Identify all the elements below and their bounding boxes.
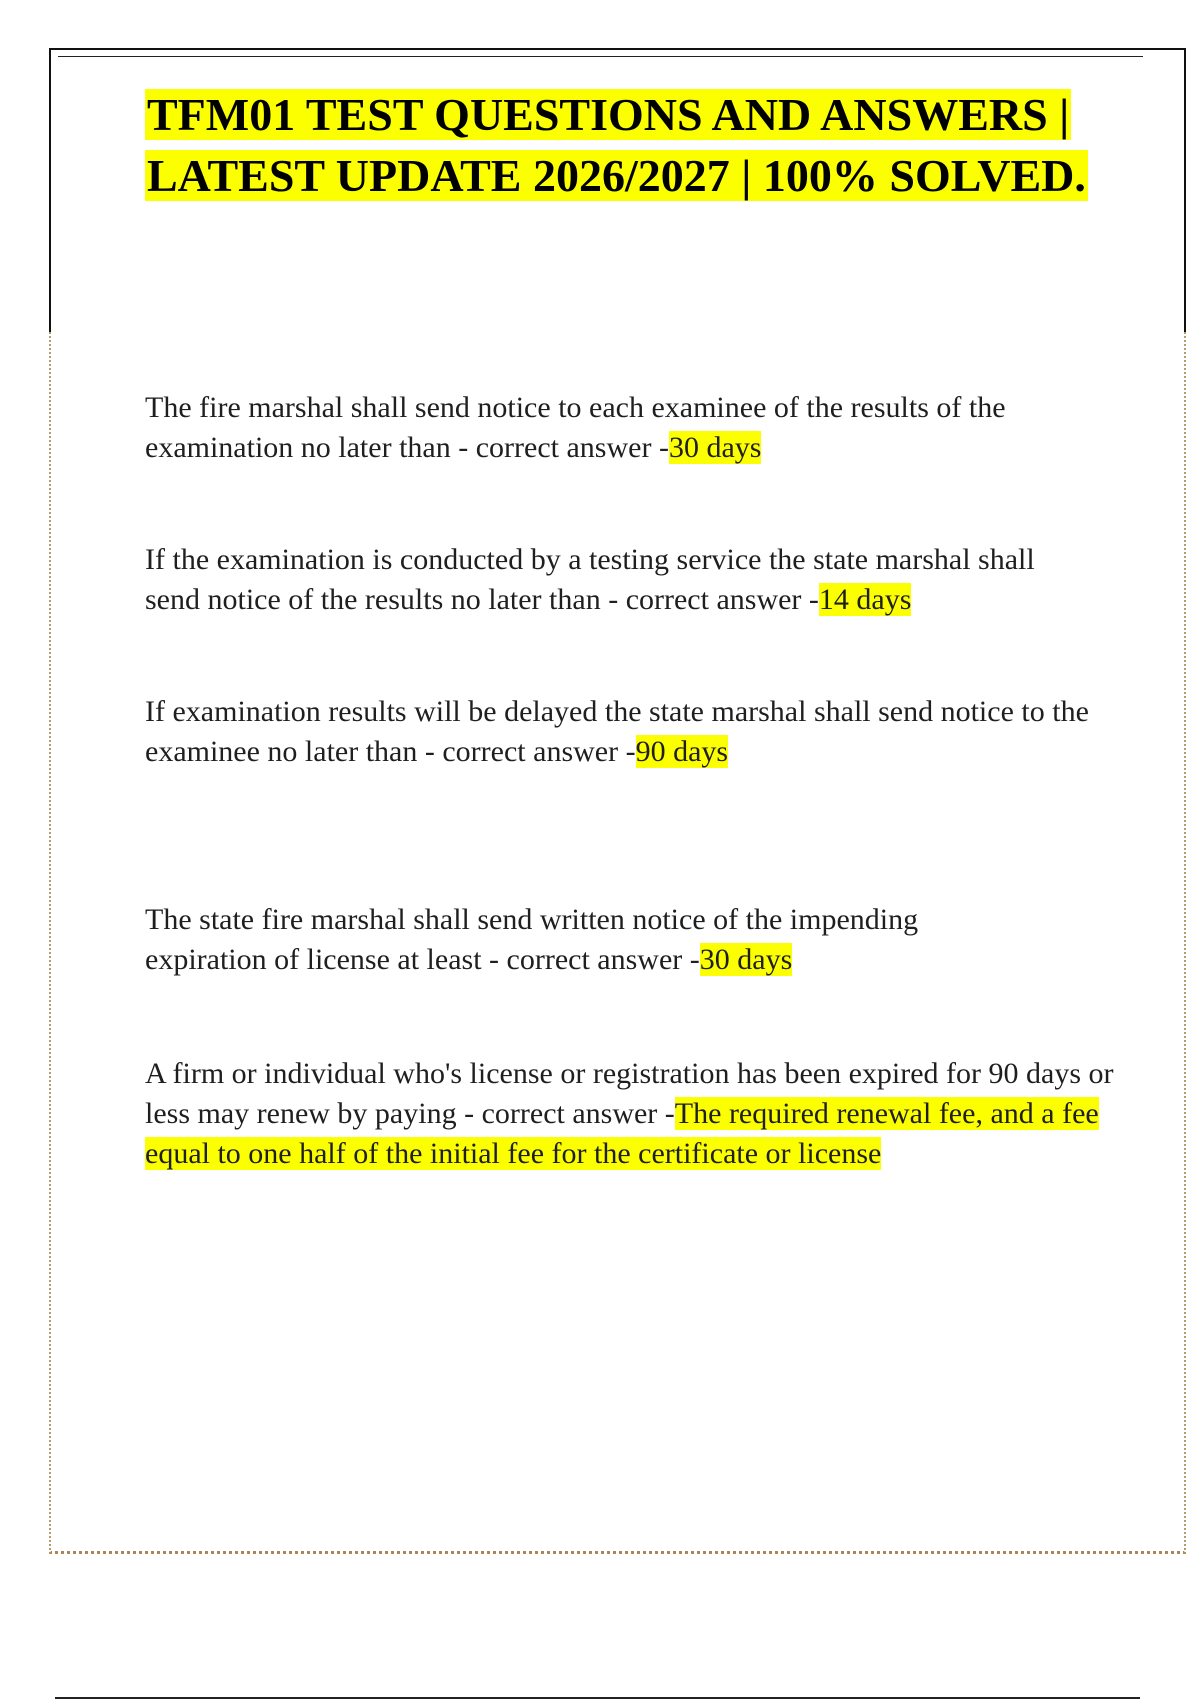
title-line-2: LATEST UPDATE 2026/2027 | 100% SOLVED. [147, 150, 1086, 201]
answer-text: 30 days [699, 943, 793, 976]
question-text: If examination results will be delayed the state marshal shall send notice to the examinee no later than - correct answer - [145, 695, 1089, 768]
qa-item-3 [145, 692, 1120, 772]
header-rule [58, 56, 1143, 57]
qa-item-4 [145, 900, 1015, 980]
answer-text: The required renewal fee, and a fee equal to one half of the initial fee for the certificate or license [145, 1097, 1099, 1170]
qa-item-1 [145, 388, 1105, 468]
question-text: The fire marshal shall send notice to each examinee of the results of the examination no later than - correct answer - [145, 391, 1006, 464]
answer-text: 90 days [635, 735, 729, 768]
qa-item-2 [145, 540, 1045, 620]
footer-rule [55, 1697, 1140, 1699]
answer-text: 30 days [668, 431, 762, 464]
document-title [145, 84, 1155, 206]
title-line-1: TFM01 TEST QUESTIONS AND ANSWERS | [147, 89, 1070, 140]
question-text: If the examination is conducted by a testing service the state marshal shall send notice of the results no later than - correct answer - [145, 543, 1035, 616]
answer-text: 14 days [818, 583, 912, 616]
question-text: The state fire marshal shall send written notice of the impending expiration of license at least - correct answer - [145, 903, 919, 976]
question-text: A firm or individual who's license or registration has been expired for 90 days or less may renew by paying - correct answer - [145, 1057, 1114, 1130]
qa-item-5 [145, 1054, 1120, 1174]
